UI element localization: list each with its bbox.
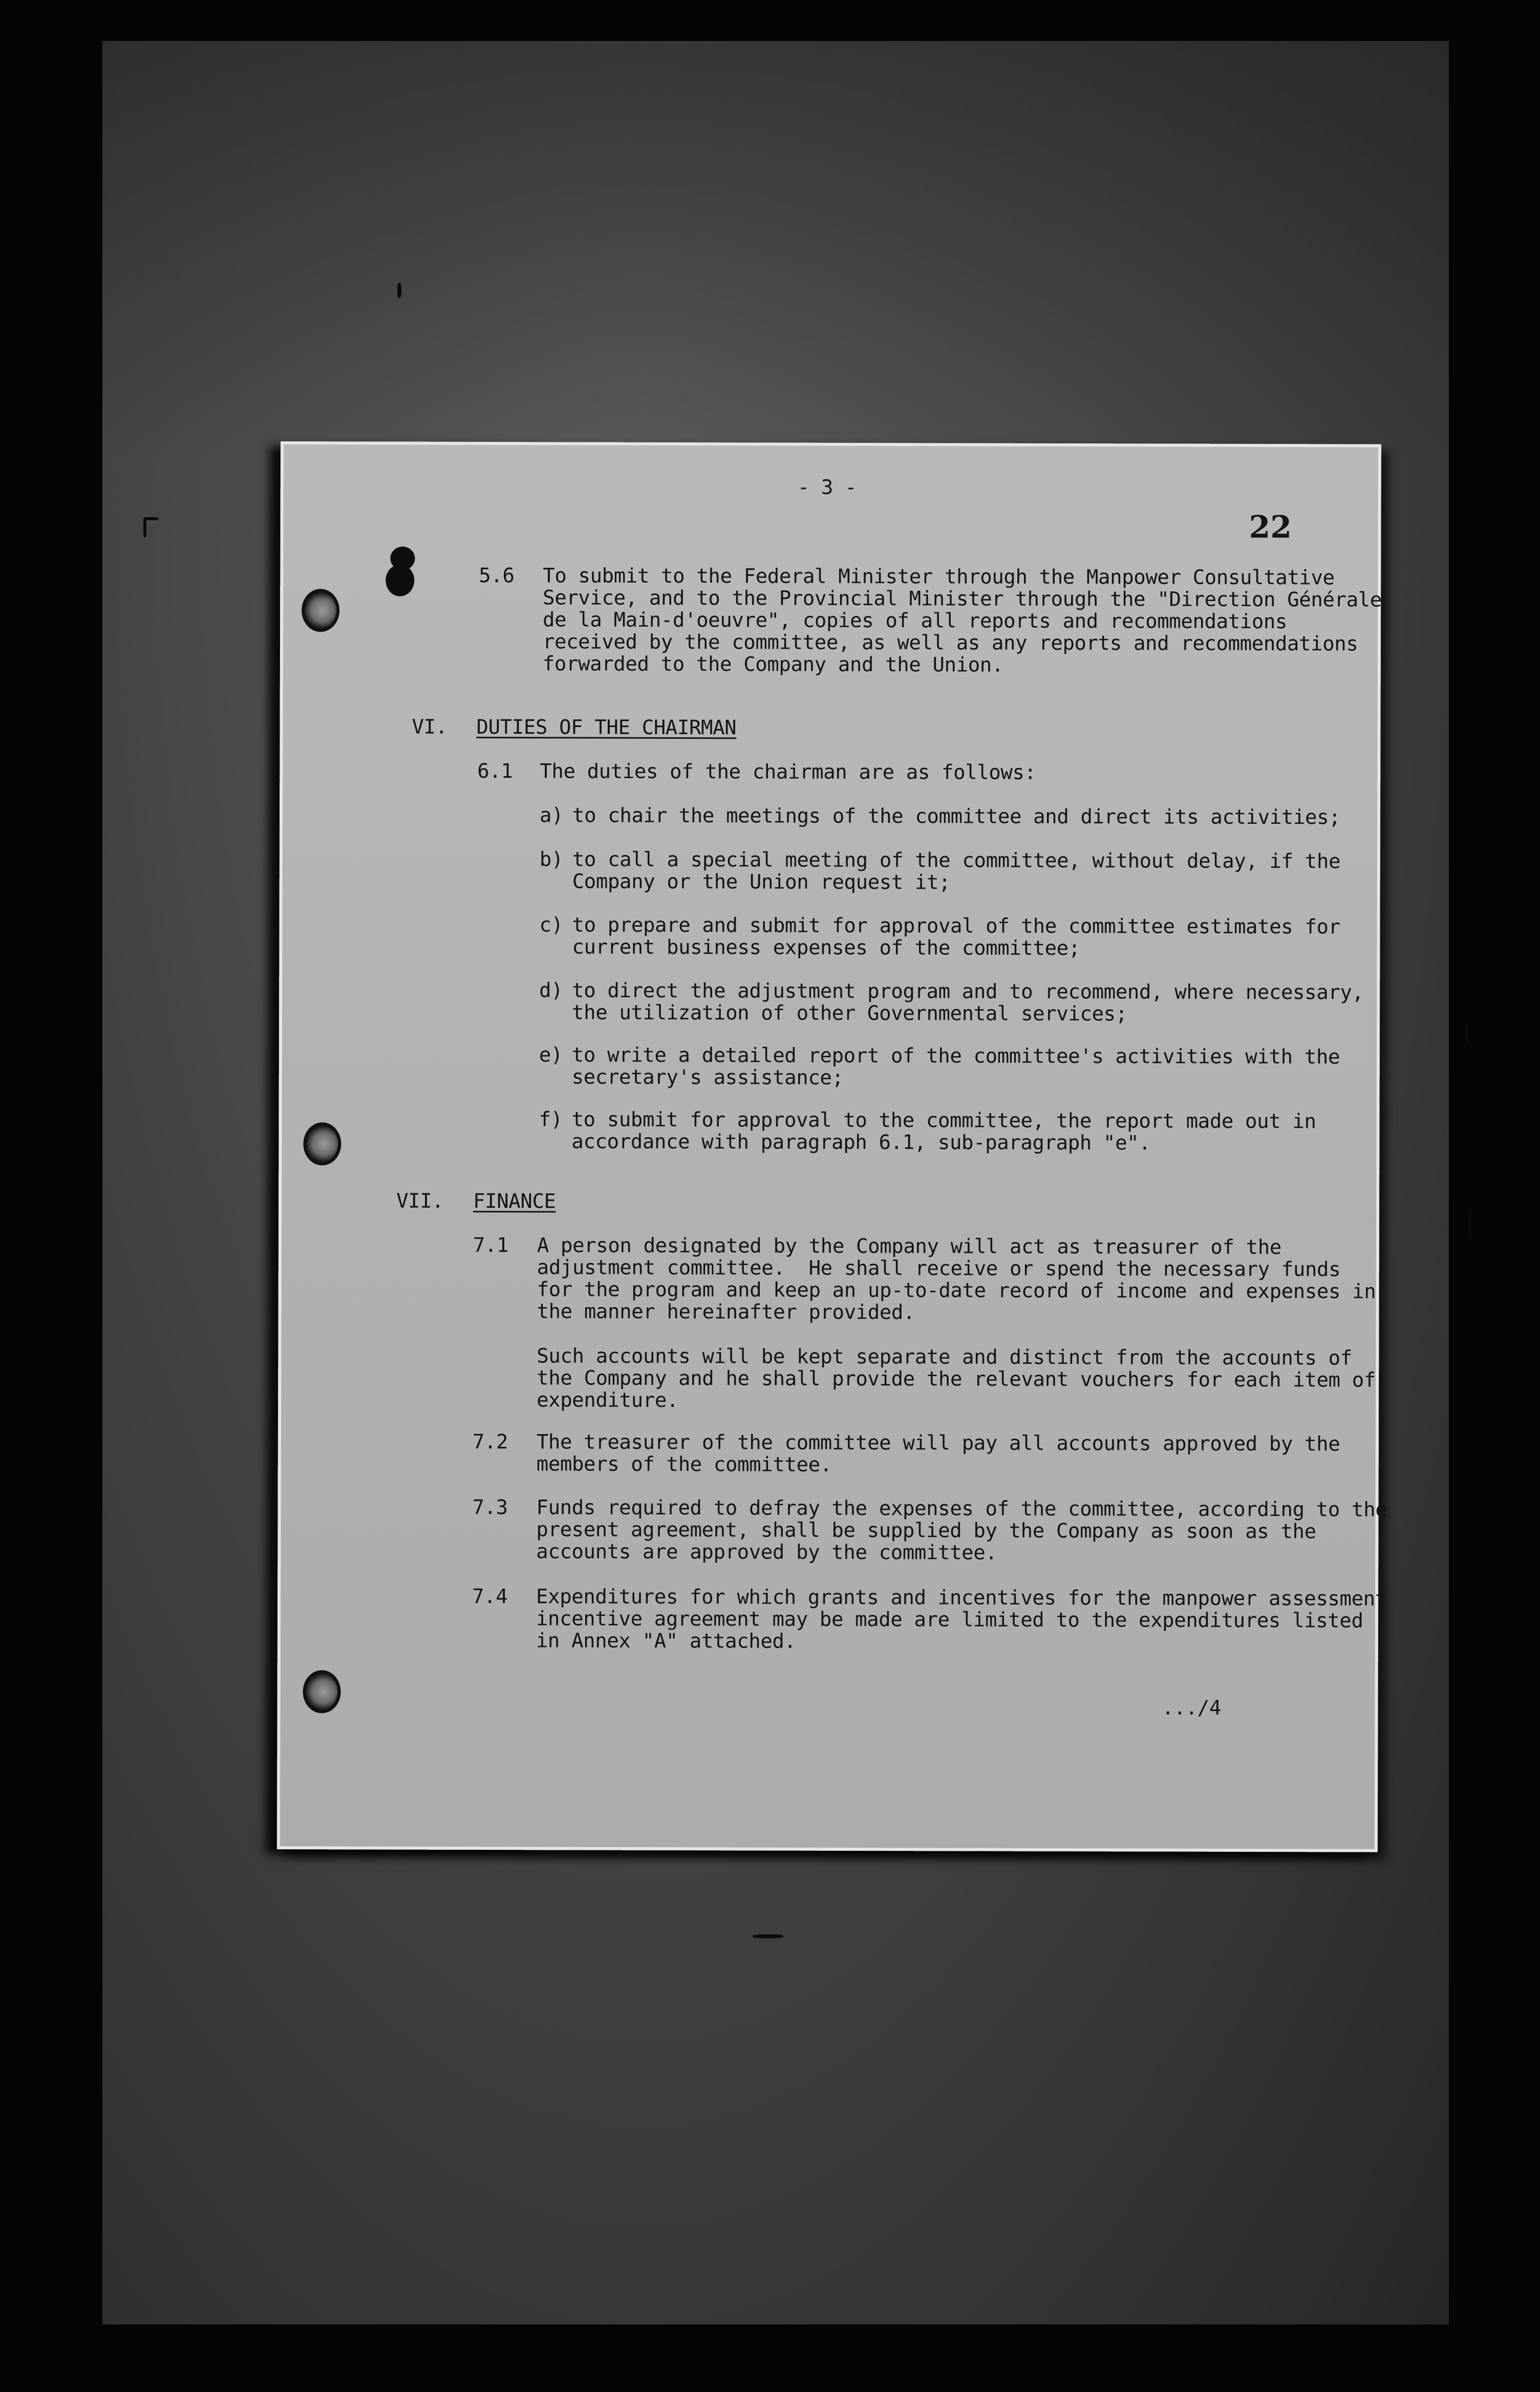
item-7-3-number: 7.3 — [472, 1496, 508, 1520]
section-7-heading: FINANCE — [473, 1189, 556, 1213]
subitem-c-label: c) — [539, 913, 563, 937]
page-marker: - 3 - — [797, 476, 857, 499]
subitem-b-line: to call a special meeting of the committee, without delay, if the — [572, 848, 1341, 873]
item-7-4-line: Expenditures for which grants and incentives for the manpower assessment — [536, 1585, 1387, 1611]
item-7-1-number: 7.1 — [473, 1233, 509, 1257]
item-7-1-line: the manner hereinafter provided. — [537, 1300, 915, 1325]
item-7-1-para2-line: the Company and he shall provide the relevant vouchers for each item of — [537, 1366, 1376, 1392]
item-5-6-line: To submit to the Federal Minister through the Manpower Consultative — [543, 564, 1335, 590]
item-7-2-line: The treasurer of the committee will pay all accounts approved by the — [536, 1430, 1340, 1456]
item-7-2-number: 7.2 — [472, 1430, 508, 1454]
subitem-d-line: the utilization of other Governmental services; — [572, 1001, 1127, 1026]
subitem-b-line: Company or the Union request it; — [572, 870, 951, 894]
subitem-e-label: e) — [539, 1043, 563, 1067]
subitem-e-line: secretary's assistance; — [571, 1065, 844, 1090]
subitem-f-line: to submit for approval to the committee, the report made out in — [571, 1108, 1316, 1134]
subitem-d-line: to direct the adjustment program and to recommend, where necessary, — [572, 979, 1364, 1005]
item-7-1-line: adjustment committee. He shall receive or spend the necessary funds — [537, 1256, 1341, 1282]
subitem-f-label: f) — [539, 1108, 563, 1131]
item-5-6-line: forwarded to the Company and the Union. — [542, 652, 1004, 677]
section-7-numeral: VII. — [396, 1189, 444, 1213]
subitem-a-line: to chair the meetings of the committee and direct its activities; — [572, 804, 1341, 829]
board-mark — [1468, 1208, 1471, 1239]
board-mark — [753, 1934, 783, 1938]
subitem-d-label: d) — [539, 979, 563, 1002]
subitem-b-label: b) — [539, 848, 564, 871]
item-7-4-line: incentive agreement may be made are limited to the expenditures listed — [536, 1607, 1363, 1633]
board-mark — [143, 517, 146, 538]
backing-board-shadow — [102, 41, 1449, 461]
item-5-6-line: de la Main-d'oeuvre", copies of all reports and recommendations — [543, 608, 1288, 634]
section-6-numeral: VI. — [412, 715, 447, 739]
item-7-3-line: accounts are approved by the committee. — [536, 1540, 997, 1565]
subitem-c-line: current business expenses of the committee; — [572, 935, 1080, 960]
item-7-1-line: A person designated by the Company will act as treasurer of the — [537, 1234, 1281, 1259]
subitem-e-line: to write a detailed report of the committee's activities with the — [571, 1043, 1340, 1069]
ink-blot — [386, 565, 414, 596]
section-6-heading: DUTIES OF THE CHAIRMAN — [476, 716, 737, 740]
item-5-6-line: received by the committee, as well as any reports and recommendations — [542, 630, 1358, 656]
continuation-marker: .../4 — [1162, 1696, 1221, 1720]
item-7-4-number: 7.4 — [472, 1585, 508, 1609]
item-5-6-line: Service, and to the Provincial Minister through the "Direction Générale — [543, 586, 1382, 612]
item-6-1-number: 6.1 — [477, 760, 513, 783]
punch-hole-top — [302, 589, 339, 632]
punch-hole-bottom — [303, 1670, 340, 1713]
folio-number: 22 — [1249, 509, 1292, 546]
subitem-c-line: to prepare and submit for approval of the committee estimates for — [572, 913, 1340, 939]
item-7-1-para2-line: Such accounts will be kept separate and distinct from the accounts of — [537, 1344, 1352, 1370]
subitem-a-label: a) — [540, 804, 564, 827]
item-7-1-para2-line: expenditure. — [537, 1389, 679, 1413]
item-7-2-line: members of the committee. — [536, 1453, 832, 1477]
board-mark — [1465, 1024, 1469, 1044]
item-7-1-line: for the program and keep an up-to-date record of income and expenses in — [537, 1278, 1376, 1304]
subitem-f-line: accordance with paragraph 6.1, sub-paragraph "e". — [571, 1130, 1151, 1155]
item-7-4-line: in Annex "A" attached. — [536, 1629, 796, 1653]
item-5-6-number: 5.6 — [479, 564, 515, 588]
item-7-3-line: present agreement, shall be supplied by the Company as soon as the — [536, 1518, 1316, 1544]
item-7-3-line: Funds required to defray the expenses of the committee, according to the — [536, 1496, 1387, 1522]
board-mark — [397, 283, 401, 298]
punch-hole-middle — [303, 1122, 341, 1165]
item-6-1-intro: The duties of the chairman are as follows: — [540, 760, 1036, 784]
document-page — [277, 441, 1387, 1852]
